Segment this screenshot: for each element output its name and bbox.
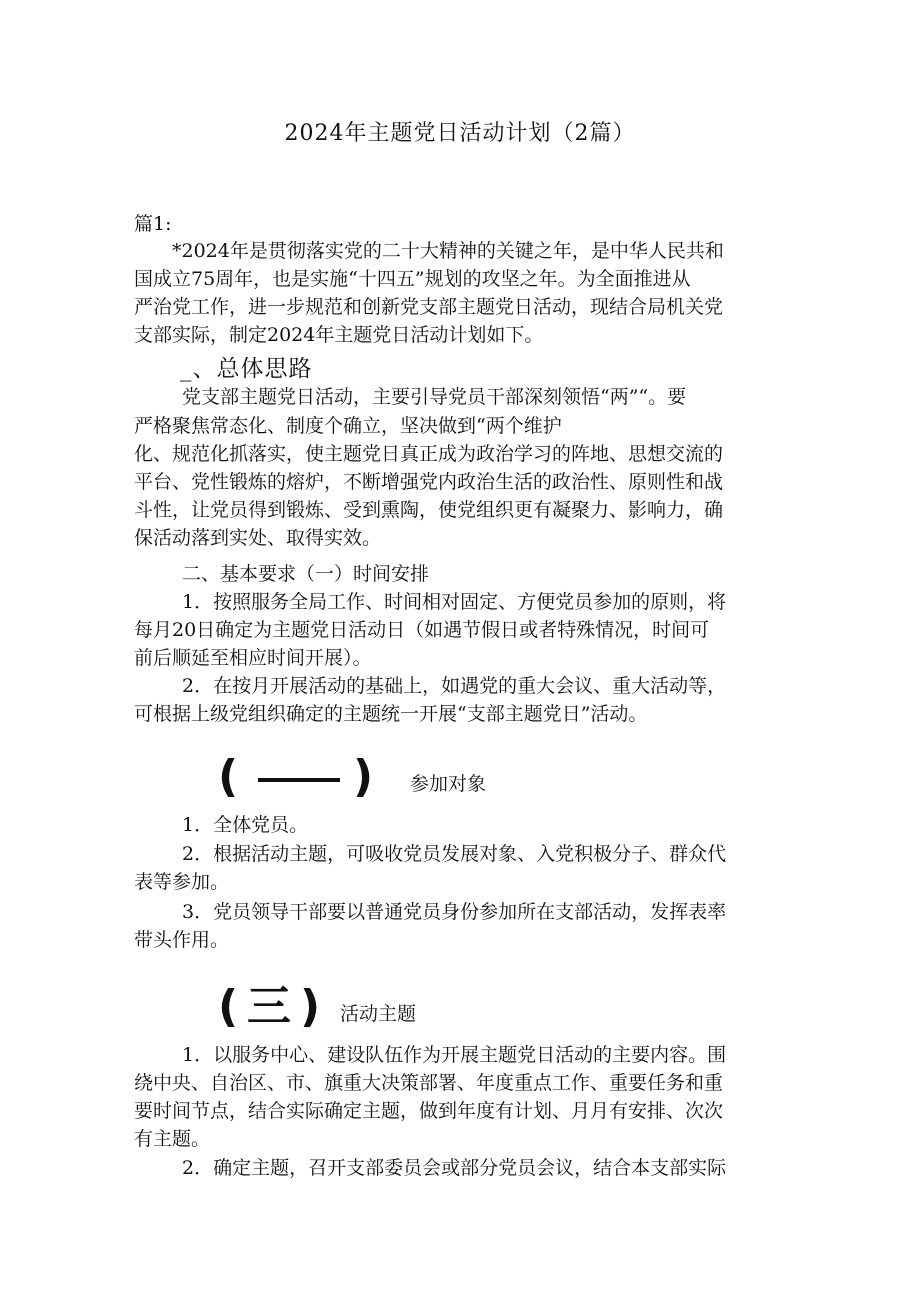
intro-line: 国成立75周年，也是实施“十四五”规划的攻坚之年。为全面推进从	[134, 268, 691, 290]
intro-line: 严治党工作，进一步规范和创新党支部主题党日活动，现结合局机关党	[134, 296, 724, 318]
subheading-close-paren: )	[300, 981, 321, 1032]
subheading-open-paren: (	[218, 981, 239, 1032]
part-label: 篇1:	[134, 213, 172, 235]
subheading-open-paren: (	[218, 751, 239, 802]
body-line: 3．党员领导干部要以普通党员身份参加所在支部活动，发挥表率	[182, 901, 727, 923]
body-line: 每月20日确定为主题党日活动日（如遇节假日或者特殊情况，时间可	[134, 619, 710, 641]
body-line: 1．全体党员。	[182, 814, 309, 836]
body-line: 带头作用。	[134, 929, 230, 951]
body-line: 绕中央、自治区、市、旗重大决策部署、年度重点工作、重要任务和重	[134, 1072, 724, 1094]
document-title: 2024年主题党日活动计划（2篇）	[284, 121, 636, 146]
body-line: 严格聚焦常态化、制度个确立，坚决做到“两个维护	[134, 415, 562, 437]
body-line: 前后顺延至相应时间开展）。	[134, 647, 372, 669]
body-line: 党支部主题党日活动，主要引导党员干部深刻领悟“两”“。要	[182, 386, 687, 408]
body-line: 2．根据活动主题，可吸收党员发展对象、入党积极分子、群众代	[182, 843, 727, 865]
body-line: 有主题。	[134, 1128, 211, 1150]
section-heading-requirements: 二、基本要求（一）时间安排	[182, 563, 430, 585]
body-line: 斗性，让党员得到锻炼、受到熏陶，使党组织更有凝聚力、影响力，确	[134, 499, 724, 521]
subheading-close-paren: )	[353, 751, 374, 802]
body-line: 表等参加。	[134, 871, 230, 893]
body-line: 要时间节点，结合实际确定主题，做到年度有计划、月月有安排、次次	[134, 1100, 724, 1122]
subheading-numeral: 三	[247, 981, 291, 1032]
body-line: 平台、党性锻炼的熔炉，不断增强党内政治生活的政治性、原则性和战	[134, 471, 724, 493]
body-line: 1．以服务中心、建设队伍作为开展主题党日活动的主要内容。围	[182, 1044, 727, 1066]
body-line: 保活动落到实处、取得实效。	[134, 527, 382, 549]
body-line: 2．确定主题，召开支部委员会或部分党员会议，结合本支部实际	[182, 1157, 727, 1179]
body-line: 1．按照服务全局工作、时间相对固定、方便党员参加的原则，将	[182, 591, 727, 613]
intro-line: 支部实际，制定2024年主题党日活动计划如下。	[134, 324, 544, 346]
subheading-label-themes: 活动主题	[340, 1003, 417, 1025]
body-line: 可根据上级党组织确定的主题统一开展“支部主题党日”活动。	[134, 703, 648, 725]
subheading-dash-numeral	[258, 778, 340, 782]
subheading-label-participants: 参加对象	[410, 773, 487, 795]
body-line: 化、规范化抓落实，使主题党日真正成为政治学习的阵地、思想交流的	[134, 443, 724, 465]
section-heading-overall: _、总体思路	[180, 356, 313, 382]
intro-line: *2024年是贯彻落实党的二十大精神的关键之年，是中华人民共和	[172, 240, 724, 262]
body-line: 2．在按月开展活动的基础上，如遇党的重大会议、重大活动等，	[182, 675, 727, 697]
